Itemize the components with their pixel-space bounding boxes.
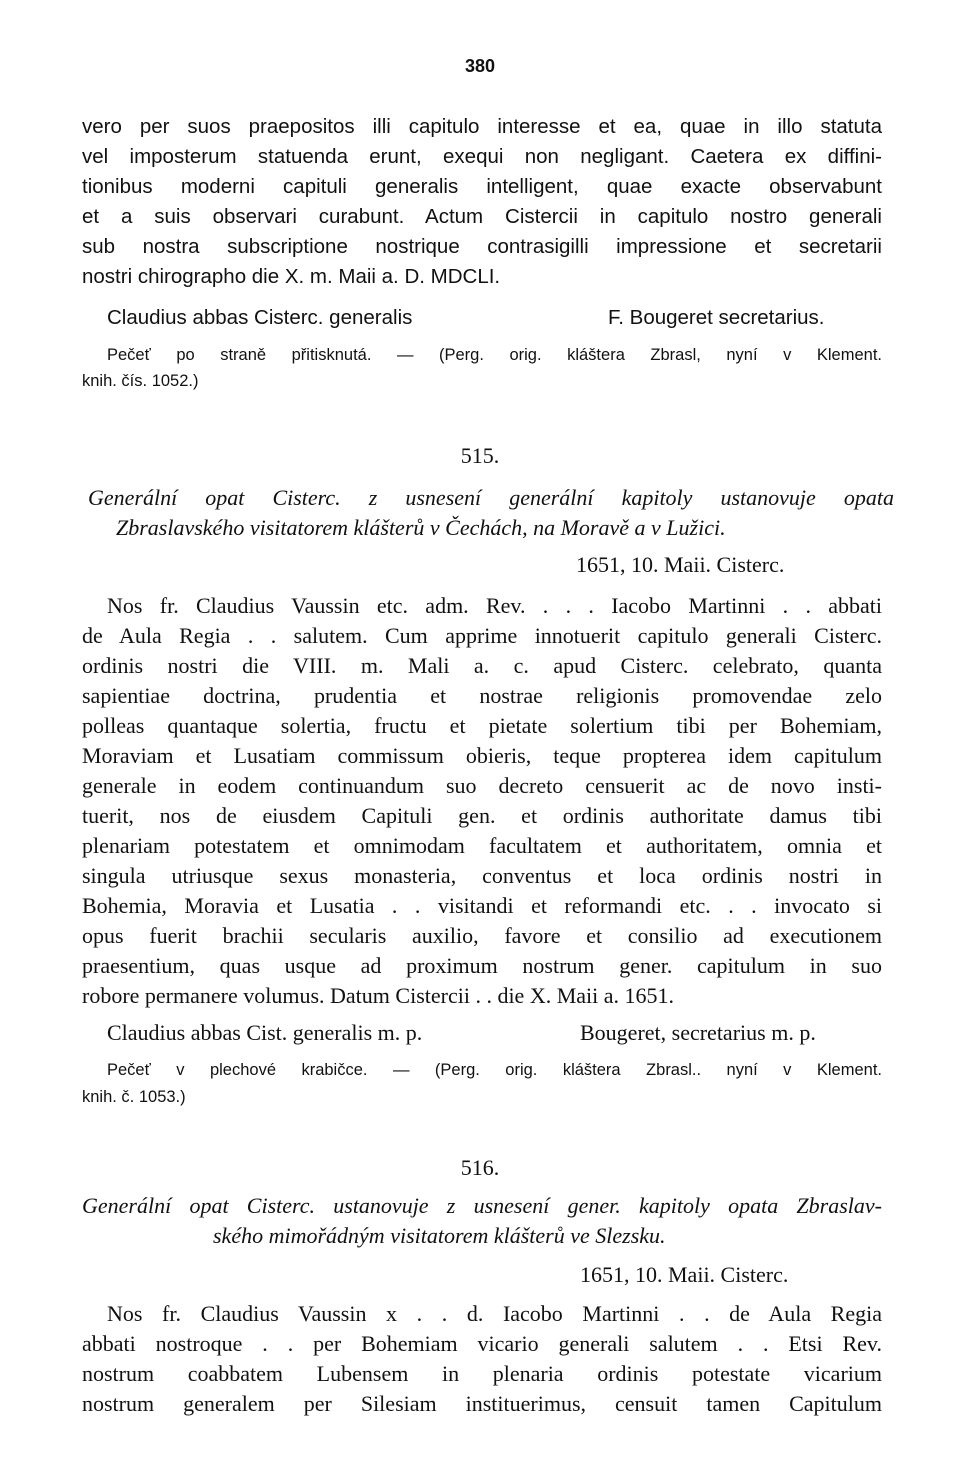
text-line: nostri chirographo die X. m. Maii a. D. MDCLI. (82, 265, 501, 288)
document-number: 515. (460, 443, 500, 468)
document-date: 1651, 10. Maii. Cisterc. (580, 1262, 789, 1287)
document-heading: Generální opat Cisterc. ustanovuje z usnesení gener. kapitoly opata Zbraslav- (82, 1193, 882, 1218)
text-line: polleas quantaque solertia, fructu et pietate solertium tibi per Bohemiam, (82, 713, 882, 738)
text-line: generale in eodem continuandum suo decreto censuerit ac de novo insti- (82, 773, 882, 798)
text-line: Moraviam et Lusatiam commissum obieris, teque propterea idem capitulum (82, 743, 882, 768)
signature-abbot: Claudius abbas Cisterc. generalis (107, 306, 413, 329)
text-line: abbati nostroque . . per Bohemiam vicario generali salutem . . Etsi Rev. (82, 1331, 882, 1356)
text-line: tuerit, nos de eiusdem Capituli gen. et ordinis authoritate damus tibi (82, 803, 882, 828)
text-line: nostrum coabbatem Lubensem in plenaria ordinis potestate vicarium (82, 1361, 882, 1386)
signature-secretary: F. Bougeret secretarius. (608, 306, 825, 329)
text-line: plenariam potestatem et omnimodam facultatem et authoritatem, omnia et (82, 833, 882, 858)
text-line: Nos fr. Claudius Vaussin etc. adm. Rev. . . . Iacobo Martinni . . abbati (107, 593, 882, 618)
archival-note: Pečeť v plechové krabičce. — (Perg. orig. kláštera Zbrasl.. nyní v Klement. (107, 1061, 882, 1079)
text-line: de Aula Regia . . salutem. Cum apprime innotuerit capitulo generali Cisterc. (82, 623, 882, 648)
signature-secretary: Bougeret, secretarius m. p. (580, 1020, 816, 1045)
text-line: praesentium, quas usque ad proximum nostrum gener. capitulum in suo (82, 953, 882, 978)
text-line: sub nostra subscriptione nostrique contrasigilli impressione et secretarii (82, 235, 882, 258)
text-line: Nos fr. Claudius Vaussin x . . d. Iacobo Martinni . . de Aula Regia (107, 1301, 882, 1326)
text-line: tionibus moderni capituli generalis intelligent, quae exacte observabunt (82, 175, 882, 198)
text-line: vel imposterum statuenda erunt, exequi non negligant. Caetera ex diffini- (82, 145, 882, 168)
signature-abbot: Claudius abbas Cist. generalis m. p. (107, 1020, 423, 1045)
text-line: robore permanere volumus. Datum Cistercii . . die X. Maii a. 1651. (82, 983, 675, 1008)
text-line: singula utriusque sexus monasteria, conventus et loca ordinis nostri in (82, 863, 882, 888)
text-line: nostrum generalem per Silesiam instituerimus, censuit tamen Capitulum (82, 1391, 882, 1416)
text-line: ordinis nostri die VIII. m. Mali a. c. apud Cisterc. celebrato, quanta (82, 653, 882, 678)
text-line: Bohemia, Moravia et Lusatia . . visitandi et reformandi etc. . . invocato si (82, 893, 882, 918)
document-number: 516. (460, 1155, 500, 1180)
archival-note-end: knih. čís. 1052.) (82, 372, 199, 390)
document-heading: Generální opat Cisterc. z usnesení generální kapitoly ustanovuje opata (88, 485, 894, 510)
document-date: 1651, 10. Maii. Cisterc. (576, 552, 785, 577)
document-heading-cont: Zbraslavského visitatorem klášterů v Čechách, na Moravě a v Lužici. (116, 515, 726, 540)
text-line: opus fuerit brachii secularis auxilio, favore et consilio ad executionem (82, 923, 882, 948)
text-line: sapientiae doctrina, prudentia et nostrae religionis promovendae zelo (82, 683, 882, 708)
archival-note-end: knih. č. 1053.) (82, 1088, 186, 1106)
page-number: 380 (464, 56, 496, 76)
document-heading-cont: ského mimořádným visitatorem klášterů ve Slezsku. (213, 1223, 666, 1248)
archival-note: Pečeť po straně přitisknutá. — (Perg. orig. kláštera Zbrasl, nyní v Klement. (107, 346, 882, 364)
text-line: vero per suos praepositos illi capitulo interesse et ea, quae in illo statuta (82, 115, 882, 138)
text-line: et a suis observari curabunt. Actum Cistercii in capitulo nostro generali (82, 205, 882, 228)
